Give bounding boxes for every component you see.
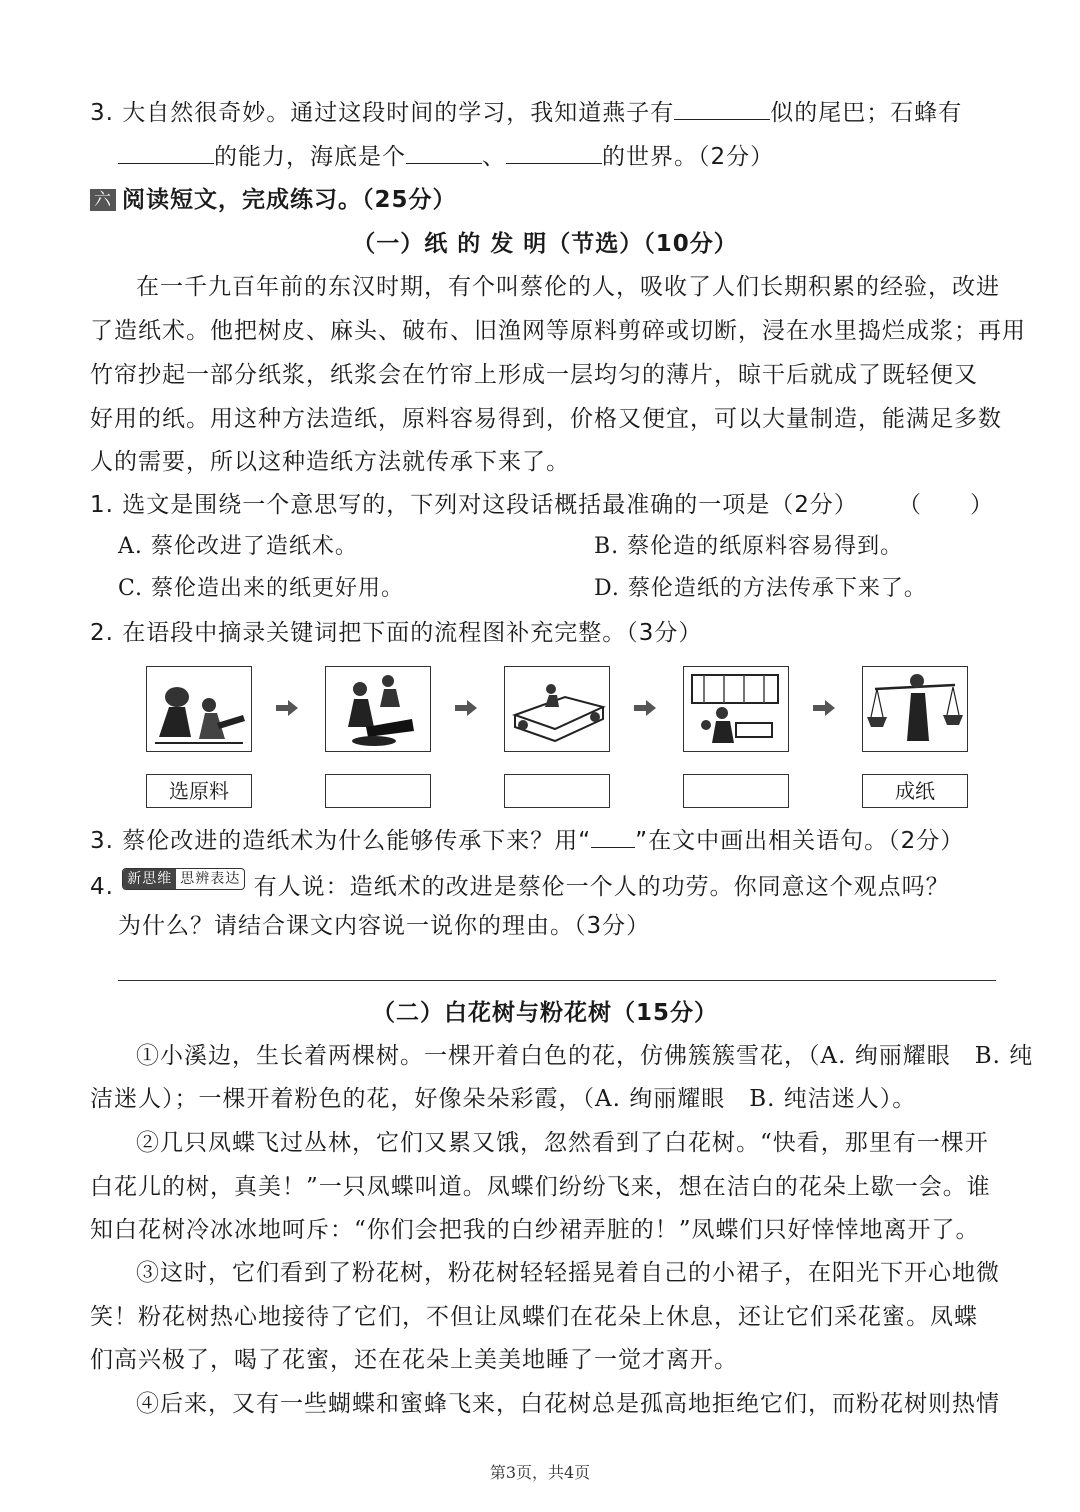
answer-blank[interactable] [118, 141, 214, 164]
q3-top-line1 [90, 97, 1000, 128]
answer-blank[interactable] [674, 97, 770, 120]
q3-top-line2 [118, 141, 1028, 172]
arrow-right-icon [455, 700, 477, 716]
passage2-line: ②几只凤蝶飞过丛林，它们又累又饿，忽然看到了白花树。“快看，那里有一棵开 [136, 1130, 989, 1156]
q3-text-a: 3. 蔡伦改进的造纸术为什么能够传承下来？用“ [90, 828, 592, 854]
q1-option-b[interactable]: B. 蔡伦造的纸原料容易得到。 [594, 534, 904, 559]
q3-text-b: ”在文中画出相关语句。（2分） [635, 828, 965, 854]
flow-image-pounding [325, 666, 431, 752]
flow-image-paper [862, 666, 968, 752]
flow-answer-box[interactable] [325, 774, 431, 808]
flow-label-end: 成纸 [862, 774, 968, 808]
q4-text-1: 有人说：造纸术的改进是蔡伦一个人的功劳。你同意这个观点吗？ [253, 874, 950, 900]
q1-option-d[interactable]: D. 蔡伦造纸的方法传承下来了。 [594, 576, 927, 601]
section-title: 阅读短文，完成练习。（25分） [122, 187, 457, 213]
q1-option-a[interactable]: A. 蔡伦改进了造纸术。 [118, 534, 358, 559]
q2-stem: 2. 在语段中摘录关键词把下面的流程图补充完整。（3分） [90, 620, 703, 646]
flow-image-drying [683, 666, 789, 752]
q3-top-text-e: 的世界。（2分） [602, 144, 775, 170]
flow-answer-box[interactable] [683, 774, 789, 808]
answer-blank[interactable] [406, 141, 482, 164]
passage1-line: 好用的纸。用这种方法造纸，原料容易得到，价格又便宜，可以大量制造，能满足多数 [90, 406, 1002, 432]
section-number-tag: 六 [90, 189, 116, 211]
passage2-line: ④后来，又有一些蝴蝶和蜜蜂飞来，白花树总是孤高地拒绝它们，而粉花树则热情 [136, 1391, 1000, 1417]
arrow-right-icon [634, 700, 656, 716]
arrow-right-icon [813, 700, 835, 716]
passage2-line: 洁迷人）；一棵开着粉色的花，好像朵朵彩霞，（A. 绚丽耀眼 B. 纯洁迷人）。 [90, 1086, 917, 1112]
passage2-line: 笑！粉花树热心地接待了它们，不但让凤蝶们在花朵上休息，还让它们采花蜜。凤蝶 [90, 1304, 978, 1330]
q4-line1 [90, 868, 1000, 902]
tag-debate-expression: 思辨表达 [180, 871, 241, 887]
flow-image-select-materials [146, 666, 252, 752]
q3-stem [90, 825, 1000, 856]
passage1-line: 人的需要，所以这种造纸方法就传承下来了。 [90, 449, 570, 475]
q3-top-text-b: 似的尾巴；石蜂有 [770, 100, 963, 126]
passage1-title: （一）纸 的 发 明（节选）（10分） [352, 231, 738, 257]
q4-line2: 为什么？请结合课文内容说一说你的理由。（3分） [118, 913, 651, 939]
passage2-line: 白花儿的树，真美！”一只凤蝶叫道。凤蝶们纷纷飞来，想在洁白的花朵上歇一会。谁 [90, 1174, 991, 1200]
underline-marker [591, 825, 635, 848]
q4-number: 4. [90, 874, 114, 900]
passage2-line: ①小溪边，生长着两棵树。一棵开着白色的花，仿佛簇簇雪花，（A. 绚丽耀眼 B. 纯 [136, 1043, 1034, 1069]
passage1-line: 在一千九百年前的东汉时期，有个叫蔡伦的人，吸收了人们长期积累的经验，改进 [136, 274, 1000, 300]
answer-blank[interactable] [506, 141, 602, 164]
q3-top-text-d: 、 [482, 144, 506, 170]
passage1-line: 竹帘抄起一部分纸浆，纸浆会在竹帘上形成一层均匀的薄片，晾干后就成了既轻便又 [90, 362, 978, 388]
flow-answer-box[interactable] [504, 774, 610, 808]
arrow-right-icon [276, 700, 298, 716]
passage2-line: ③这时，它们看到了粉花树，粉花树轻轻摇晃着自己的小裙子，在阳光下开心地微 [136, 1260, 1000, 1286]
passage2-line: 们高兴极了，喝了花蜜，还在花朵上美美地睡了一觉才离开。 [90, 1347, 738, 1373]
q3-top-text-c: 的能力，海底是个 [214, 144, 406, 170]
page-footer: 第3页，共4页 [489, 1463, 591, 1482]
flow-image-soaking [504, 666, 610, 752]
passage2-line: 知白花树冷冰冰地呵斥：“你们会把我的白纱裙弄脏的！”凤蝶们只好悻悻地离开了。 [90, 1217, 980, 1243]
section6-header [90, 185, 1000, 215]
flow-label-start: 选原料 [146, 774, 252, 808]
answer-paren[interactable]: （ ） [898, 492, 994, 518]
q1-stem-text: 1. 选文是围绕一个意思写的，下列对这段话概括最准确的一项是（2分） [90, 492, 858, 518]
q4-tag [122, 868, 245, 890]
q1-option-c[interactable]: C. 蔡伦造出来的纸更好用。 [118, 576, 405, 601]
answer-line[interactable] [118, 980, 996, 981]
tag-new-thinking: 新思维 [123, 869, 176, 889]
q3-top-text-a: 3. 大自然很奇妙。通过这段时间的学习，我知道燕子有 [90, 100, 675, 126]
q1-stem [90, 490, 1000, 520]
passage1-line: 了造纸术。他把树皮、麻头、破布、旧渔网等原料剪碎或切断，浸在水里捣烂成浆；再用 [90, 318, 1026, 344]
passage2-title: （二）白花树与粉花树（15分） [371, 1000, 718, 1026]
